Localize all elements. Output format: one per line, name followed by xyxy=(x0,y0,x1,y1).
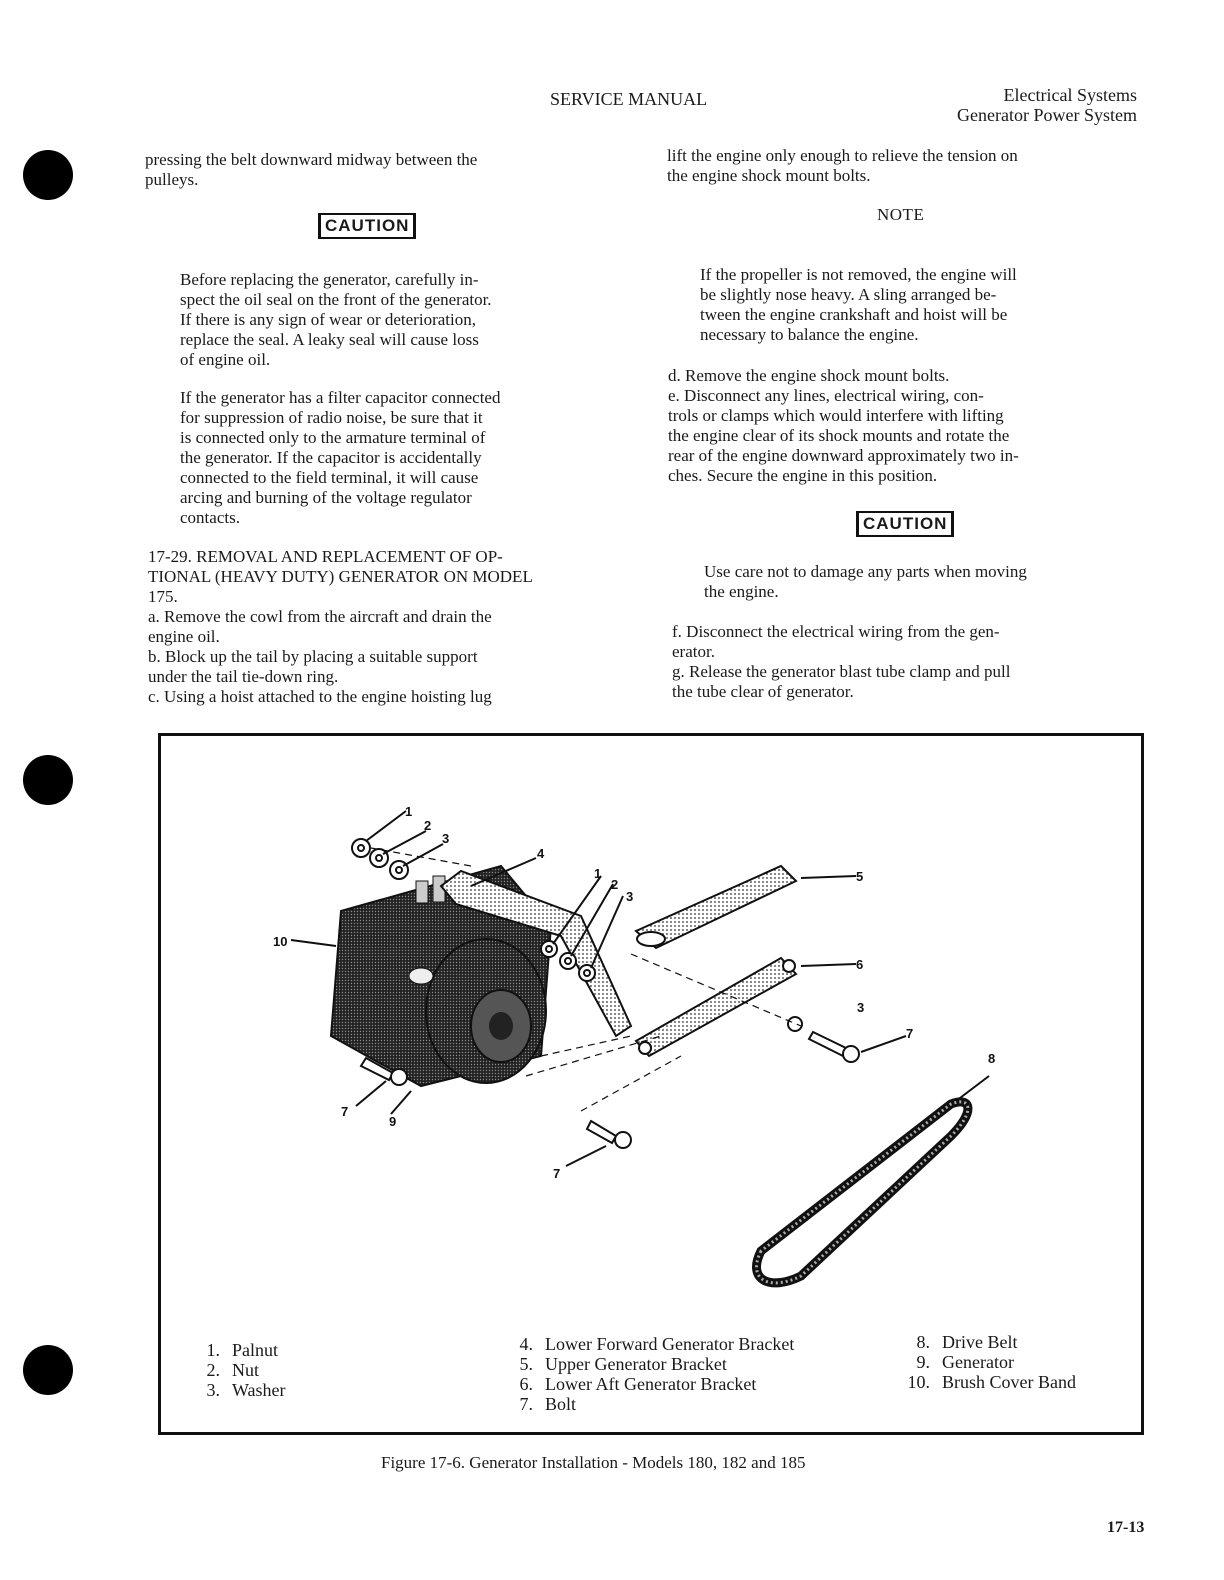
legend-item: 5. Upper Generator Bracket xyxy=(519,1354,727,1374)
left-caution-label xyxy=(318,213,416,239)
figure-caption: Figure 17-6. Generator Installation - Models 180, 182 and 185 xyxy=(381,1453,806,1472)
left-caution-paragraph-2: If the generator has a filter capacitor connected for suppression of radio noise, be sure that it is connected only to the armature terminal of the generator. If the capacitor is accidentally connected to the field terminal, it will cause arcing and burning of the voltage regulator contacts. xyxy=(180,388,501,527)
legend-item: 8. Drive Belt xyxy=(916,1332,1018,1352)
right-steps-d-e: d. Remove the engine shock mount bolts. e. Disconnect any lines, electrical wiring, con- trols or clamps which would interfere with lifting the engine clear of its shock mounts and rotate the rear of the engine downward approximately two in- ches. Secure the engine in this position. xyxy=(668,366,1019,485)
caution-badge: CAUTION xyxy=(318,213,416,239)
callout-7-left: 7 xyxy=(341,1104,349,1119)
callout-2-top: 2 xyxy=(424,818,432,833)
legend-item: 6. Lower Aft Generator Bracket xyxy=(519,1374,757,1394)
left-intro-text: pressing the belt downward midway between the pulleys. xyxy=(145,150,478,189)
bolt-bottom xyxy=(587,1121,631,1148)
header-manual-title: SERVICE MANUAL xyxy=(550,89,708,109)
callout-1-top: 1 xyxy=(405,804,413,819)
callout-4: 4 xyxy=(537,846,545,861)
right-intro-text: lift the engine only enough to relieve the tension on the engine shock mount bolts. xyxy=(667,146,1018,185)
header-section-line1: Electrical Systems xyxy=(1003,85,1137,105)
legend-item: 9. Generator xyxy=(916,1352,1014,1372)
legend-column-1 xyxy=(186,1340,286,1400)
legend-column-2 xyxy=(499,1334,794,1414)
legend-item: 4. Lower Forward Generator Bracket xyxy=(519,1334,795,1354)
drive-belt xyxy=(757,1102,968,1283)
callout-9: 9 xyxy=(389,1114,397,1129)
right-steps-f-g: f. Disconnect the electrical wiring from the gen- erator. g. Release the generator blast tube clamp and pull the tube clear of generator. xyxy=(672,622,1011,701)
callout-7-right: 7 xyxy=(906,1026,914,1041)
caution-badge: CAUTION xyxy=(856,511,954,537)
callout-10: 10 xyxy=(273,934,288,949)
header-section xyxy=(957,85,1137,125)
callout-7-bottom: 7 xyxy=(553,1166,561,1181)
header-section-line2: Generator Power System xyxy=(957,105,1137,125)
callout-8: 8 xyxy=(988,1051,996,1066)
legend-column-3 xyxy=(896,1332,1076,1392)
note-text: If the propeller is not removed, the engine will be slightly nose heavy. A sling arranged be- tween the engine crankshaft and hoist will be necessary to balance the engine. xyxy=(700,265,1017,344)
note-label: NOTE xyxy=(877,205,925,224)
lower-aft-bracket xyxy=(636,958,796,1056)
callout-5: 5 xyxy=(856,869,864,884)
callout-2-mid: 2 xyxy=(611,877,619,892)
callout-3-right: 3 xyxy=(857,1000,865,1015)
binder-hole-middle xyxy=(23,755,73,805)
legend-item: 10. Brush Cover Band xyxy=(907,1372,1076,1392)
right-caution-text: Use care not to damage any parts when moving the engine. xyxy=(704,562,1027,601)
page-number: 17-13 xyxy=(1107,1519,1145,1536)
binder-hole-top xyxy=(23,150,73,200)
legend-item: 7. Bolt xyxy=(519,1394,577,1414)
section-heading: 17-29. REMOVAL AND REPLACEMENT OF OP- TIONAL (HEAVY DUTY) GENERATOR ON MODEL 175. xyxy=(148,547,533,606)
left-steps: a. Remove the cowl from the aircraft and drain the engine oil. b. Block up the tail by placing a suitable support under the tail tie-down ring. c. Using a hoist attached to the engine hoisting lug xyxy=(148,607,492,706)
callout-3-top: 3 xyxy=(442,831,450,846)
left-caution-paragraph-1: Before replacing the generator, carefully in- spect the oil seal on the front of the generator. If there is any sign of wear or deterioration, replace the seal. A leaky seal will cause loss of engine oil. xyxy=(180,270,492,369)
callout-1-mid: 1 xyxy=(594,866,602,881)
generator-installation-diagram xyxy=(161,736,1141,1316)
callout-6: 6 xyxy=(856,957,864,972)
figure-frame xyxy=(158,733,1144,1435)
binder-hole-bottom xyxy=(23,1345,73,1395)
legend-item: 2. Nut xyxy=(206,1360,259,1380)
right-caution-label xyxy=(856,511,954,537)
callout-3-mid: 3 xyxy=(626,889,634,904)
legend-item: 3. Washer xyxy=(206,1380,286,1400)
legend-item: 1. Palnut xyxy=(206,1340,279,1360)
washer-and-bolt-right xyxy=(788,1017,859,1062)
